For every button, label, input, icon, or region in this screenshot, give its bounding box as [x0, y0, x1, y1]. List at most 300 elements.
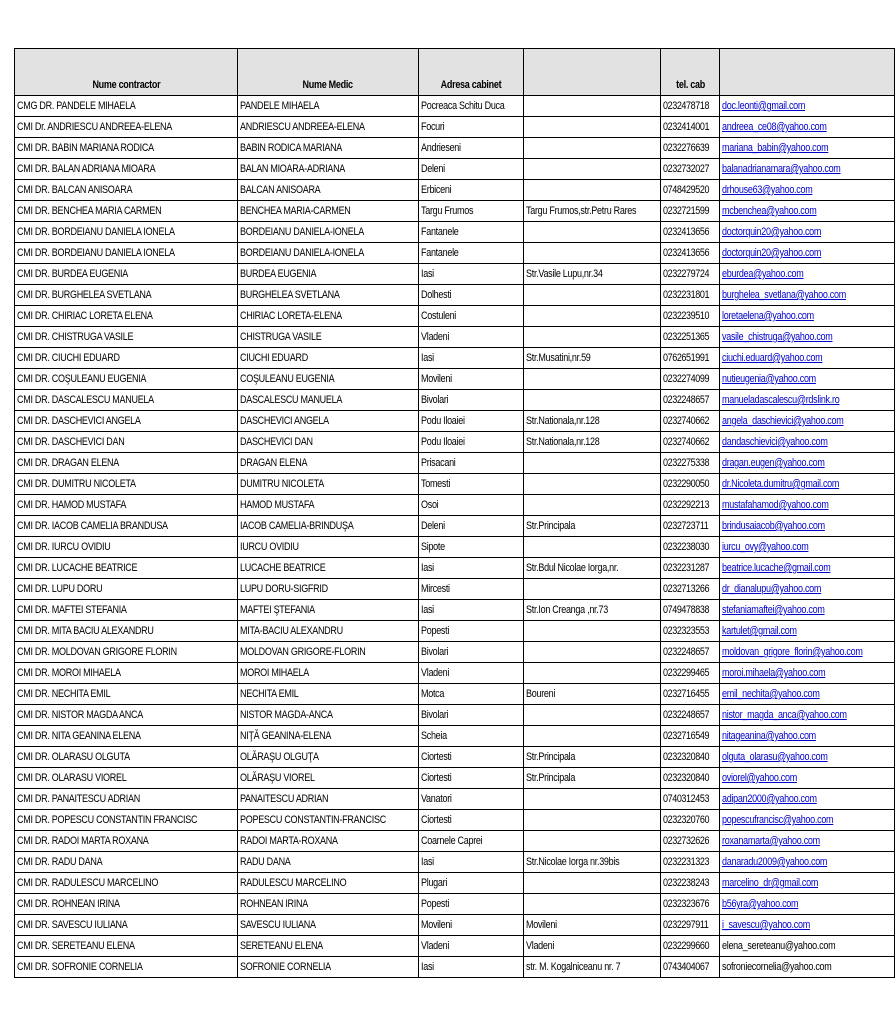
cell-adresa-detail — [523, 936, 660, 957]
cell-tel-text: 0748429520 — [663, 184, 710, 196]
cell-contractor-text: CMI DR. NITA GEANINA ELENA — [17, 730, 141, 742]
table-row — [15, 201, 895, 222]
cell-contractor-text: CMI DR. PANAITESCU ADRIAN — [17, 793, 140, 805]
cell-tel-text: 0232297911 — [663, 919, 709, 931]
table-row — [15, 642, 895, 663]
cell-contractor — [15, 600, 238, 621]
cell-adresa-detail — [523, 201, 660, 222]
cell-tel-text: 0232413656 — [663, 226, 710, 238]
cell-contractor — [15, 117, 238, 138]
cell-tel — [661, 180, 720, 201]
cell-adresa — [418, 558, 523, 579]
email-link[interactable]: beatrice.lucache@gmail.com — [722, 562, 831, 574]
cell-medic — [237, 915, 418, 936]
cell-tel-text: 0232478718 — [663, 100, 710, 112]
cell-contractor-text: CMI DR. LUCACHE BEATRICE — [17, 562, 138, 574]
cell-medic-text: CHIRIAC LORETA-ELENA — [239, 310, 342, 322]
cell-adresa-text: Popesti — [420, 898, 449, 910]
cell-tel — [661, 873, 720, 894]
cell-contractor — [15, 558, 238, 579]
cell-medic-text: BALCAN ANISOARA — [239, 184, 321, 196]
table-row — [15, 789, 895, 810]
cell-medic — [237, 264, 418, 285]
email-link[interactable]: moldovan_grigore_florin@yahoo.com — [722, 646, 863, 658]
cell-adresa — [418, 663, 523, 684]
table-row — [15, 831, 895, 852]
email-link[interactable]: danaradu2009@yahoo.com — [722, 856, 828, 868]
cell-contractor — [15, 621, 238, 642]
cell-tel — [661, 201, 720, 222]
cell-email — [720, 747, 894, 768]
contractors-table — [14, 48, 895, 978]
cell-adresa — [418, 957, 523, 978]
cell-adresa — [418, 873, 523, 894]
cell-tel-text: 0232292213 — [663, 499, 710, 511]
cell-medic-text: NIŢĂ GEANINA-ELENA — [239, 730, 331, 742]
cell-adresa-detail — [523, 264, 660, 285]
cell-email — [720, 180, 894, 201]
cell-medic-text: RADULESCU MARCELINO — [239, 877, 347, 889]
cell-medic — [237, 537, 418, 558]
cell-medic-text: NISTOR MAGDA-ANCA — [239, 709, 333, 721]
cell-tel — [661, 117, 720, 138]
cell-adresa-detail — [523, 663, 660, 684]
cell-tel-text: 0232231323 — [663, 856, 710, 868]
cell-adresa-detail — [523, 852, 660, 873]
cell-tel — [661, 831, 720, 852]
cell-adresa-text: Dolhesti — [420, 289, 452, 301]
cell-tel — [661, 852, 720, 873]
cell-medic-text: BORDEIANU DANIELA-IONELA — [239, 226, 364, 238]
cell-contractor-text: CMI DR. BENCHEA MARIA CARMEN — [17, 205, 162, 217]
email-link[interactable]: mariana_babin@yahoo.com — [722, 142, 829, 154]
cell-medic — [237, 138, 418, 159]
cell-contractor-text: CMI DR. DASCHEVICI DAN — [17, 436, 125, 448]
cell-adresa-detail — [523, 558, 660, 579]
cell-adresa-text: Ciortesti — [420, 814, 452, 826]
cell-adresa-text: Ciortesti — [420, 772, 452, 784]
cell-contractor-text: CMI DR. CIUCHI EDUARD — [17, 352, 120, 364]
email-link[interactable]: manueladascalescu@rdslink.ro — [722, 394, 840, 406]
table-row — [15, 285, 895, 306]
cell-adresa-detail-text: Str.Principala — [525, 751, 575, 763]
cell-contractor-text: CMI DR. DASCALESCU MANUELA — [17, 394, 154, 406]
cell-adresa — [418, 390, 523, 411]
cell-tel — [661, 558, 720, 579]
cell-adresa-text: Vladeni — [420, 331, 449, 343]
cell-adresa — [418, 117, 523, 138]
cell-tel-text: 0232320840 — [663, 772, 710, 784]
cell-medic — [237, 747, 418, 768]
cell-email — [720, 852, 894, 873]
cell-contractor-text: CMI DR. MITA BACIU ALEXANDRU — [17, 625, 154, 637]
cell-tel — [661, 579, 720, 600]
table-row — [15, 915, 895, 936]
cell-adresa-text: Tomesti — [420, 478, 450, 490]
cell-contractor-text: CMI DR. NISTOR MAGDA ANCA — [17, 709, 143, 721]
table-row — [15, 852, 895, 873]
cell-tel-text: 0232716455 — [663, 688, 710, 700]
email-link[interactable]: doctorquin20@yahoo.com — [722, 226, 822, 238]
cell-contractor-text: CMI Dr. ANDRIESCU ANDREEA-ELENA — [17, 121, 173, 133]
cell-adresa-detail — [523, 243, 660, 264]
cell-medic-text: CHISTRUGA VASILE — [239, 331, 322, 343]
cell-adresa — [418, 537, 523, 558]
cell-adresa-text: Bivolari — [420, 646, 449, 658]
header-tel: tel. cab — [661, 49, 720, 96]
cell-tel — [661, 894, 720, 915]
cell-contractor — [15, 642, 238, 663]
cell-tel-text: 0743404067 — [663, 961, 710, 973]
cell-email — [720, 369, 894, 390]
cell-adresa-detail — [523, 789, 660, 810]
email-link[interactable]: oviorel@yahoo.com — [722, 772, 798, 784]
cell-adresa-text: Targu Frumos — [420, 205, 473, 217]
cell-adresa-detail — [523, 915, 660, 936]
table-row — [15, 957, 895, 978]
cell-contractor-text: CMI DR. BURDEA EUGENIA — [17, 268, 128, 280]
cell-adresa-detail — [523, 516, 660, 537]
cell-tel-text: 0232299660 — [663, 940, 710, 952]
email-link[interactable]: brindusaiacob@yahoo.com — [722, 520, 826, 532]
cell-medic — [237, 768, 418, 789]
cell-tel-text: 0232279724 — [663, 268, 710, 280]
cell-adresa — [418, 621, 523, 642]
cell-tel-text: 0232299465 — [663, 667, 710, 679]
email-link[interactable]: andreea_ce08@yahoo.com — [722, 121, 827, 133]
cell-tel — [661, 705, 720, 726]
cell-contractor — [15, 726, 238, 747]
cell-tel — [661, 474, 720, 495]
email-link[interactable]: dragan.eugen@yahoo.com — [722, 457, 825, 469]
cell-medic-text: CIUCHI EDUARD — [239, 352, 308, 364]
cell-medic-text: BURDEA EUGENIA — [239, 268, 316, 280]
email-link[interactable]: balanadrianamara@yahoo.com — [722, 163, 841, 175]
cell-adresa-text: Prisacani — [420, 457, 456, 469]
cell-medic — [237, 936, 418, 957]
table-row — [15, 348, 895, 369]
cell-adresa-text: Podu Iloaiei — [420, 415, 465, 427]
table-row — [15, 495, 895, 516]
email-link[interactable]: dr_dianalupu@yahoo.com — [722, 583, 822, 595]
cell-email — [720, 768, 894, 789]
cell-email — [720, 348, 894, 369]
header-contractor: Nume contractor — [15, 49, 238, 96]
email-link[interactable]: mcbenchea@yahoo.com — [722, 205, 817, 217]
cell-adresa-text: Vanatori — [420, 793, 452, 805]
cell-adresa-text: Pocreaca Schitu Duca — [420, 100, 505, 112]
table-row — [15, 516, 895, 537]
cell-adresa-detail — [523, 747, 660, 768]
cell-contractor-text: CMI DR. BORDEIANU DANIELA IONELA — [17, 226, 175, 238]
email-link[interactable]: ciuchi.eduard@yahoo.com — [722, 352, 823, 364]
table-row — [15, 453, 895, 474]
cell-adresa-detail — [523, 432, 660, 453]
cell-adresa — [418, 915, 523, 936]
cell-tel — [661, 621, 720, 642]
cell-contractor — [15, 768, 238, 789]
cell-tel-text: 0740312453 — [663, 793, 710, 805]
cell-email — [720, 96, 894, 117]
cell-email — [720, 957, 894, 978]
cell-adresa-detail — [523, 684, 660, 705]
email-link[interactable]: iurcu_ovy@yahoo.com — [722, 541, 809, 553]
cell-contractor — [15, 789, 238, 810]
cell-tel — [661, 747, 720, 768]
cell-tel-text: 0232414001 — [663, 121, 710, 133]
cell-contractor — [15, 180, 238, 201]
header-row — [15, 49, 895, 96]
cell-medic — [237, 873, 418, 894]
email-link: sofroniecornelia@yahoo.com — [722, 961, 832, 973]
email-link[interactable]: stefaniamaftei@yahoo.com — [722, 604, 825, 616]
cell-adresa-detail — [523, 369, 660, 390]
cell-adresa-detail — [523, 537, 660, 558]
email-link: elena_sereteanu@yahoo.com — [722, 940, 836, 952]
email-link[interactable]: burghelea_svetlana@yahoo.com — [722, 289, 847, 301]
cell-email — [720, 558, 894, 579]
cell-tel-text: 0232275338 — [663, 457, 710, 469]
cell-email — [720, 327, 894, 348]
cell-email — [720, 537, 894, 558]
cell-contractor-text: CMI DR. OLARASU OLGUTA — [17, 751, 130, 763]
cell-contractor — [15, 915, 238, 936]
cell-adresa — [418, 222, 523, 243]
header-adresa: Adresa cabinet — [418, 49, 523, 96]
cell-tel-text: 0232239510 — [663, 310, 710, 322]
email-link[interactable]: roxanamarta@yahoo.com — [722, 835, 821, 847]
cell-medic — [237, 96, 418, 117]
cell-adresa-detail — [523, 117, 660, 138]
email-link[interactable]: angela_daschievici@yahoo.com — [722, 415, 844, 427]
table-row — [15, 810, 895, 831]
cell-medic — [237, 516, 418, 537]
cell-medic — [237, 495, 418, 516]
email-link[interactable]: nitageanina@yahoo.com — [722, 730, 817, 742]
cell-medic — [237, 201, 418, 222]
email-link[interactable]: b56yra@yahoo.com — [722, 898, 799, 910]
cell-medic — [237, 600, 418, 621]
cell-adresa — [418, 579, 523, 600]
cell-medic — [237, 180, 418, 201]
cell-medic-text: DASCHEVICI DAN — [239, 436, 313, 448]
cell-medic — [237, 621, 418, 642]
cell-medic — [237, 222, 418, 243]
cell-tel-text: 0232276639 — [663, 142, 710, 154]
cell-adresa-detail-text: str. M. Kogalniceanu nr. 7 — [525, 961, 620, 973]
cell-medic-text: BURGHELEA SVETLANA — [239, 289, 340, 301]
email-link[interactable]: doc.leonti@gmail.com — [722, 100, 806, 112]
table-row — [15, 159, 895, 180]
email-link[interactable]: eburdea@yahoo.com — [722, 268, 804, 280]
email-link[interactable]: olguta_olarasu@yahoo.com — [722, 751, 828, 763]
cell-email — [720, 285, 894, 306]
cell-tel-text: 0232716549 — [663, 730, 710, 742]
cell-adresa-detail — [523, 306, 660, 327]
cell-adresa — [418, 453, 523, 474]
cell-contractor-text: CMI DR. BURGHELEA SVETLANA — [17, 289, 152, 301]
cell-adresa-text: Iasi — [420, 268, 434, 280]
cell-contractor — [15, 705, 238, 726]
cell-medic — [237, 390, 418, 411]
email-link[interactable]: nistor_magda_anca@yahoo.com — [722, 709, 848, 721]
cell-contractor-text: CMI DR. MOLDOVAN GRIGORE FLORIN — [17, 646, 177, 658]
email-link[interactable]: i_savescu@yahoo.com — [722, 919, 811, 931]
cell-adresa-detail-text: Str.Nicolae Iorga nr.39bis — [525, 856, 619, 868]
cell-adresa-detail — [523, 810, 660, 831]
cell-adresa-detail-text: Str.Vasile Lupu,nr.34 — [525, 268, 603, 280]
cell-contractor — [15, 579, 238, 600]
table-row — [15, 306, 895, 327]
cell-medic-text: IACOB CAMELIA-BRINDUŞA — [239, 520, 354, 532]
cell-medic-text: RADOI MARTA-ROXANA — [239, 835, 338, 847]
table-row — [15, 180, 895, 201]
header-adresa-detail — [523, 49, 660, 96]
cell-contractor — [15, 222, 238, 243]
cell-email — [720, 516, 894, 537]
cell-tel-text: 0232732626 — [663, 835, 710, 847]
cell-adresa-detail — [523, 621, 660, 642]
cell-adresa — [418, 705, 523, 726]
cell-adresa — [418, 600, 523, 621]
cell-contractor-text: CMI DR. BALCAN ANISOARA — [17, 184, 133, 196]
email-link[interactable]: popescufrancisc@yahoo.com — [722, 814, 834, 826]
cell-contractor-text: CMI DR. DRAGAN ELENA — [17, 457, 120, 469]
cell-tel-text: 0232740662 — [663, 436, 710, 448]
cell-contractor — [15, 369, 238, 390]
cell-medic-text: SOFRONIE CORNELIA — [239, 961, 331, 973]
cell-adresa-text: Popesti — [420, 625, 449, 637]
cell-adresa-text: Iasi — [420, 352, 434, 364]
cell-tel-text: 0232238243 — [663, 877, 710, 889]
cell-adresa-text: Scheia — [420, 730, 447, 742]
cell-tel-text: 0232323553 — [663, 625, 710, 637]
cell-email — [720, 264, 894, 285]
email-link[interactable]: adipan2000@yahoo.com — [722, 793, 817, 805]
cell-tel — [661, 411, 720, 432]
cell-adresa-text: Iasi — [420, 856, 434, 868]
cell-adresa — [418, 285, 523, 306]
cell-adresa-detail — [523, 285, 660, 306]
cell-email — [720, 726, 894, 747]
email-link[interactable]: kartulet@gmail.com — [722, 625, 797, 637]
cell-contractor — [15, 894, 238, 915]
cell-tel — [661, 495, 720, 516]
cell-tel — [661, 684, 720, 705]
cell-contractor — [15, 495, 238, 516]
cell-adresa-detail-text: Str.Ion Creanga ,nr.73 — [525, 604, 608, 616]
cell-email — [720, 894, 894, 915]
cell-adresa — [418, 726, 523, 747]
cell-medic — [237, 894, 418, 915]
cell-medic-text: DRAGAN ELENA — [239, 457, 308, 469]
table-row — [15, 621, 895, 642]
cell-tel-text: 0232320760 — [663, 814, 710, 826]
cell-contractor-text: CMG DR. PANDELE MIHAELA — [17, 100, 136, 112]
cell-email — [720, 306, 894, 327]
cell-tel — [661, 285, 720, 306]
header-email — [720, 49, 894, 96]
cell-medic-text: LUCACHE BEATRICE — [239, 562, 326, 574]
email-link[interactable]: nutieugenia@yahoo.com — [722, 373, 817, 385]
cell-adresa-detail — [523, 768, 660, 789]
cell-medic — [237, 789, 418, 810]
cell-adresa-detail — [523, 138, 660, 159]
cell-adresa-text: Erbiceni — [420, 184, 452, 196]
cell-adresa — [418, 327, 523, 348]
cell-medic — [237, 810, 418, 831]
cell-tel — [661, 936, 720, 957]
email-link[interactable]: marcelino_dr@gmail.com — [722, 877, 819, 889]
cell-medic-text: DASCHEVICI ANGELA — [239, 415, 329, 427]
email-link[interactable]: moroi.mihaela@yahoo.com — [722, 667, 826, 679]
cell-adresa — [418, 831, 523, 852]
cell-medic — [237, 831, 418, 852]
email-link[interactable]: loretaelena@yahoo.com — [722, 310, 815, 322]
cell-medic — [237, 579, 418, 600]
cell-tel — [661, 369, 720, 390]
cell-tel — [661, 348, 720, 369]
cell-adresa-text: Coarnele Caprei — [420, 835, 483, 847]
cell-medic — [237, 852, 418, 873]
cell-tel — [661, 264, 720, 285]
cell-medic-text: SAVESCU IULIANA — [239, 919, 316, 931]
cell-adresa — [418, 411, 523, 432]
cell-email — [720, 663, 894, 684]
table-row — [15, 369, 895, 390]
email-link[interactable]: vasile_chistruga@yahoo.com — [722, 331, 833, 343]
cell-tel-text: 0232413656 — [663, 247, 710, 259]
cell-medic — [237, 642, 418, 663]
email-link[interactable]: dandaschievici@yahoo.com — [722, 436, 828, 448]
cell-contractor-text: CMI DR. RADULESCU MARCELINO — [17, 877, 159, 889]
cell-tel — [661, 159, 720, 180]
email-link[interactable]: dr.Nicoleta.dumitru@gmail.com — [722, 478, 840, 490]
cell-contractor-text: CMI DR. BORDEIANU DANIELA IONELA — [17, 247, 175, 259]
cell-medic-text: PANAITESCU ADRIAN — [239, 793, 328, 805]
cell-contractor-text: CMI DR. NECHITA EMIL — [17, 688, 111, 700]
cell-medic — [237, 243, 418, 264]
cell-email — [720, 810, 894, 831]
cell-tel-text: 0232740662 — [663, 415, 710, 427]
cell-adresa-text: Fantanele — [420, 226, 459, 238]
cell-tel — [661, 243, 720, 264]
cell-contractor — [15, 327, 238, 348]
cell-contractor-text: CMI DR. SAVESCU IULIANA — [17, 919, 128, 931]
table-row — [15, 327, 895, 348]
table-row — [15, 411, 895, 432]
cell-email — [720, 642, 894, 663]
cell-email — [720, 600, 894, 621]
cell-adresa — [418, 159, 523, 180]
cell-email — [720, 579, 894, 600]
header-medic: Nume Medic — [237, 49, 418, 96]
cell-tel-text: 0232274099 — [663, 373, 710, 385]
email-link[interactable]: emil_nechita@yahoo.com — [722, 688, 820, 700]
email-link[interactable]: doctorquin20@yahoo.com — [722, 247, 822, 259]
table-row — [15, 873, 895, 894]
cell-medic-text: LUPU DORU-SIGFRID — [239, 583, 328, 595]
table-row — [15, 243, 895, 264]
cell-adresa-text: Andrieseni — [420, 142, 461, 154]
cell-adresa-detail — [523, 705, 660, 726]
table-row — [15, 894, 895, 915]
cell-medic-text: ROHNEAN IRINA — [239, 898, 308, 910]
email-link[interactable]: mustafahamod@yahoo.com — [722, 499, 829, 511]
email-link[interactable]: drhouse63@yahoo.com — [722, 184, 813, 196]
cell-tel-text: 0232251365 — [663, 331, 710, 343]
cell-contractor-text: CMI DR. LUPU DORU — [17, 583, 103, 595]
